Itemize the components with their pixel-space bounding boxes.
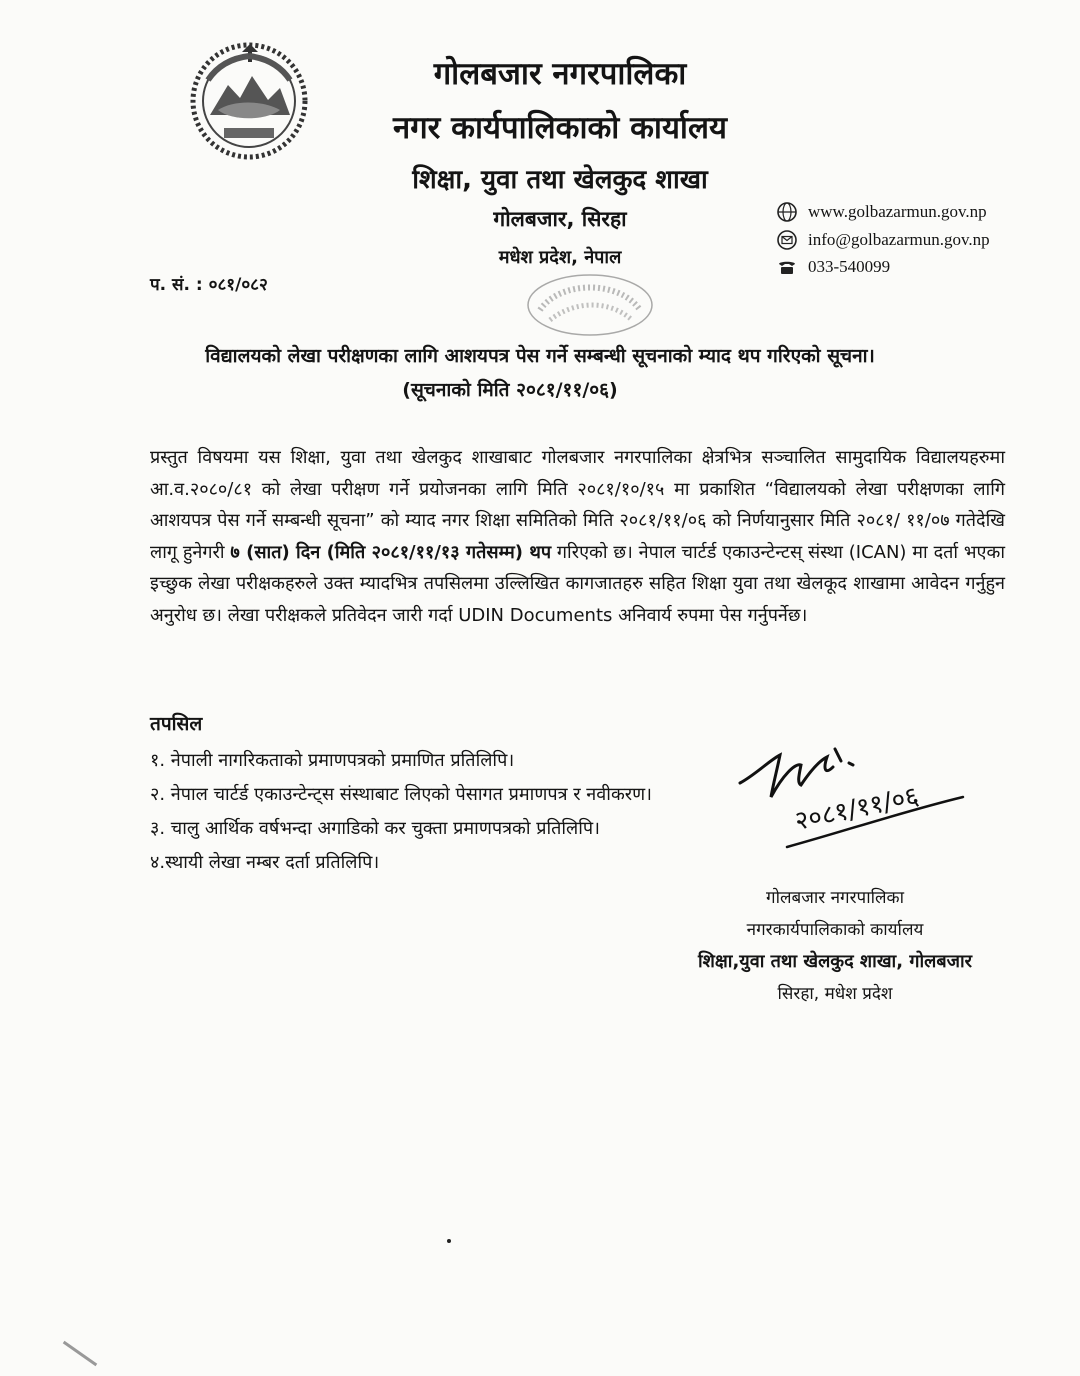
email-text: info@golbazarmun.gov.np <box>808 230 990 249</box>
municipality-name: गोलबजार नगरपालिका <box>433 56 687 92</box>
handwritten-signature <box>735 735 975 855</box>
signatory-address: सिरहा, मधेश प्रदेश <box>777 984 893 1004</box>
section-name: शिक्षा, युवा तथा खेलकुद शाखा <box>412 165 708 195</box>
phone-text: 033-540099 <box>808 257 891 276</box>
list-item: १. नेपाली नागरिकताको प्रमाणपत्रको प्रमाणित प्रतिलिपि। <box>150 750 515 771</box>
body-part-1: प्रस्तुत विषयमा यस शिक्षा, युवा तथा खेलकुद शाखाबाट गोलबजार नगरपालिका क्षेत्रभित्र सञ्चालित सामुदायिक विद्यालयहरुमा आ.व.२०८०/८१ को लेखा परीक्षण गर्ने प्रयोजनका लागि मिति २०८१/१०/१५ मा प्रकाशित “विद्यालयको लेखा परीक्षणका लागि आशयपत्र पेस गर्ने सम्बन्धी सूचना” को म्याद नगर शिक्षा समितिको मिति २०८१/११/०६ को निर्णयानुसार मिति २०८१/ ११/०७ गतेदेखि लागू हुनेगरी <box>150 447 1005 563</box>
nepal-emblem-icon <box>188 40 310 162</box>
tapsil-heading: तपसिल <box>150 713 203 735</box>
list-item: ४.स्थायी लेखा नम्बर दर्ता प्रतिलिपि। <box>150 852 380 873</box>
signatory-block <box>660 882 1010 1010</box>
office-stamp-icon <box>520 270 660 340</box>
office-name: नगर कार्यपालिकाको कार्यालय <box>393 110 727 146</box>
list-item: ३. चालु आर्थिक वर्षभन्दा अगाडिको कर चुक्ता प्रमाणपत्रको प्रतिलिपि। <box>150 818 600 839</box>
office-province: मधेश प्रदेश, नेपाल <box>498 247 622 268</box>
telephone-icon <box>776 256 798 278</box>
handwritten-date: २०८१/११/०६ <box>792 781 922 837</box>
document-list <box>150 744 652 880</box>
page-edge-mark <box>63 1341 97 1366</box>
notice-body <box>150 442 1005 631</box>
signatory-municipality: गोलबजार नगरपालिका <box>766 888 904 908</box>
globe-icon <box>776 201 798 223</box>
contact-email[interactable] <box>776 229 990 251</box>
website-text: www.golbazarmun.gov.np <box>808 202 987 221</box>
notice-date: (सूचनाको मिति २०८१/११/०६) <box>402 379 618 401</box>
contact-phone[interactable] <box>776 256 890 278</box>
signatory-section: शिक्षा,युवा तथा खेलकुद शाखा, गोलबजार <box>697 951 972 972</box>
body-part-2: गरिएको छ। नेपाल चार्टर्ड एकाउन्टेन्टस् संस्था (ICAN) मा दर्ता भएका इच्छुक लेखा परीक्षकहरुले उक्त म्यादभित्र तपसिलमा उल्लिखित कागजातहरु सहित शिक्षा युवा तथा खेलकूद शाखामा आवेदन गर्नुहुन अनुरोध छ। लेखा परीक्षकले प्रतिवेदन जारी गर्दा UDIN Documents अनिवार्य रुपमा पेस गर्नुपर्नेछ। <box>150 541 1005 626</box>
list-item: २. नेपाल चार्टर्ड एकाउन्टेन्ट्स संस्थाबाट लिएको पेसागत प्रमाणपत्र र नवीकरण। <box>150 784 652 805</box>
contact-website[interactable] <box>776 201 987 223</box>
reference-number: प. सं. : ०८१/०८२ <box>150 275 268 295</box>
notice-subject: विद्यालयको लेखा परीक्षणका लागि आशयपत्र पेस गर्ने सम्बन्धी सूचनाको म्याद थप गरिएको सूचना। <box>205 345 875 367</box>
signatory-office: नगरकार्यपालिकाको कार्यालय <box>746 920 924 940</box>
body-bold-part: ७ (सात) दिन (मिति २०८१/११/१३ गतेसम्म) थप <box>230 541 552 563</box>
email-icon <box>776 229 798 251</box>
office-location: गोलबजार, सिरहा <box>493 207 627 231</box>
stray-mark <box>447 1239 451 1243</box>
